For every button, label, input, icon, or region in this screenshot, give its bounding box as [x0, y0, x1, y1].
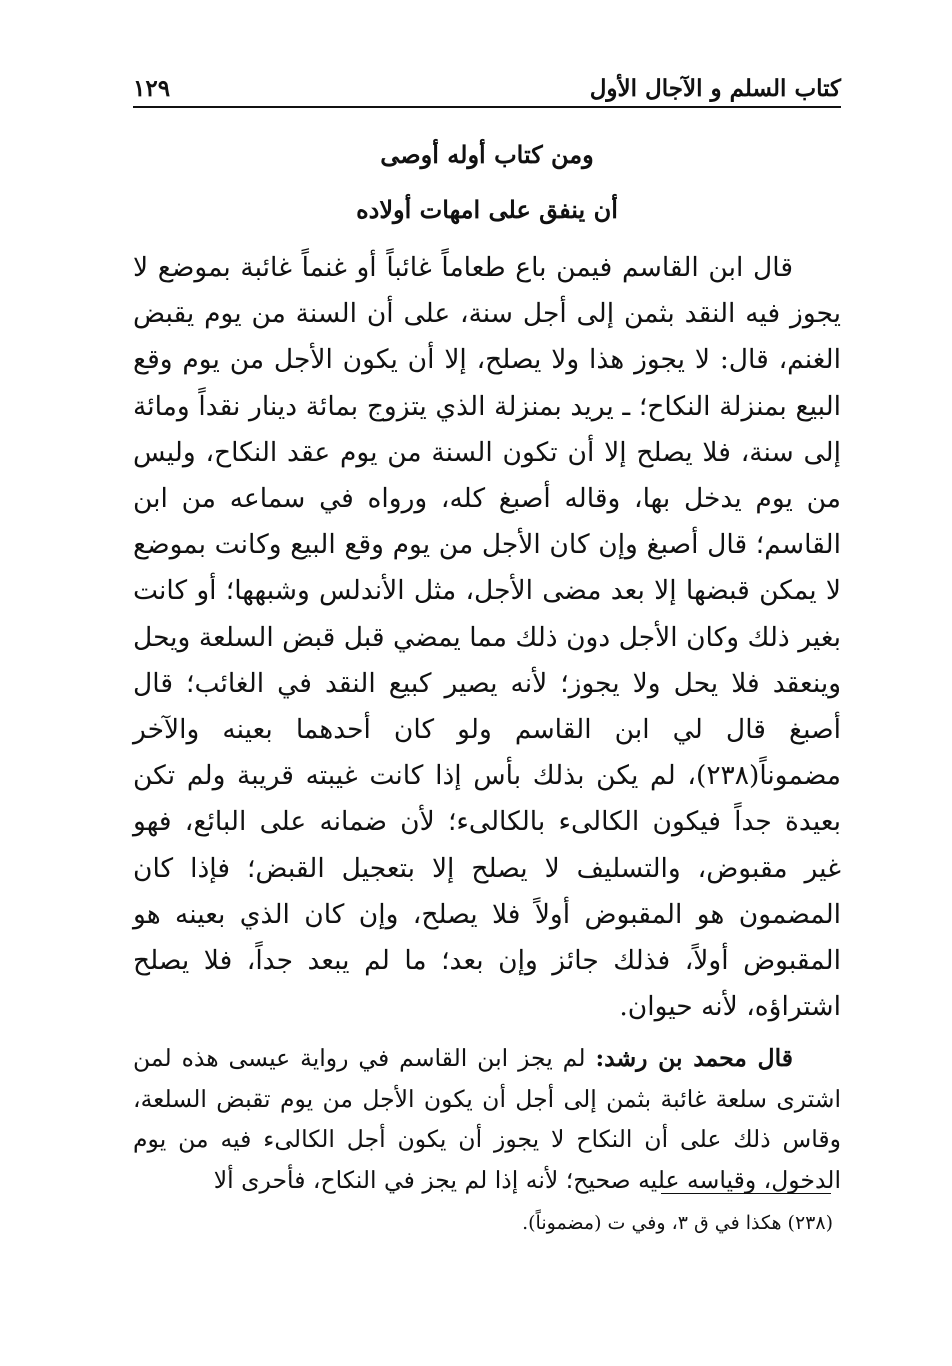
body-text — [133, 245, 841, 1200]
page-header — [133, 72, 841, 108]
section-title: ومن كتاب أوله أوصى — [380, 140, 594, 169]
footnote-divider — [661, 1193, 831, 1194]
section-subtitle: أن ينفق على امهات أولاده — [356, 195, 618, 224]
running-title: كتاب السلم و الآجال الأول — [589, 75, 841, 102]
page-number: ١٢٩ — [133, 75, 171, 102]
paragraph-main: قال ابن القاسم فيمن باع طعاماً غائباً أو غنماً غائبة بموضع لا يجوز فيه النقد بثمن إلى أجل سنة، على أن السنة من يوم يقبض الغنم، قال: لا يجوز هذا ولا يصلح، إلا أن يكون الأجل من يوم وقع البيع بمنزلة النكاح؛ ـ يريد بمنزلة الذي يتزوج بمائة دينار نقداً ومائة إلى سنة، فلا يصلح إلا أن تكون السنة من يوم عقد النكاح، وليس من يوم يدخل بها، وقاله أصبغ كله، ورواه في سماعه من ابن القاسم؛ قال أصبغ وإن كان الأجل من يوم وقع البيع وكانت بموضع لا يمكن قبضها إلا بعد مضى الأجل، مثل الأندلس وشبهها؛ أو كانت بغير ذلك وكان الأجل دون ذلك مما يمضي قبل قبض السلعة ويحل وينعقد فلا يحل ولا يجوز؛ لأنه يصير كبيع النقد في الغائب؛ قال أصبغ قال لي ابن القاسم ولو كان أحدهما بعينه والآخر مضموناً(٢٣٨)، لم يكن بذلك بأس إذا كانت غيبته قريبة ولم تكن بعيدة جداً فيكون الكالىء بالكالىء؛ لأن ضمانه على البائع، فهو غير مقبوض، والتسليف لا يصلح إلا بتعجيل القبض؛ فإذا كان المضمون هو المقبوض أولاً فلا يصلح، وإن كان الذي بعينه هو المقبوض أولاً، فذلك جائز وإن بعد؛ ما لم يبعد جداً، فلا يصلح اشتراؤه، لأنه حيوان. — [133, 252, 842, 1023]
paragraph-commentary — [133, 1038, 841, 1200]
footnote: (٢٣٨) هكذا في ق ٣، وفي ت (مضموناً). — [522, 1212, 833, 1234]
commentary-text: لم يجز ابن القاسم في رواية عيسى هذه لمن اشترى سلعة غائبة بثمن إلى أجل أن يكون الأجل من يوم تقبض السلعة، وقاس ذلك على أن النكاح لا يجوز أن يكون أجل الكالىء فيه من يوم الدخول، وقياسه عليه صحيح؛ لأنه إذا لم يجز في النكاح، فأحرى ألا — [133, 1044, 841, 1194]
commentary-label: قال محمد بن رشد: — [595, 1044, 793, 1073]
